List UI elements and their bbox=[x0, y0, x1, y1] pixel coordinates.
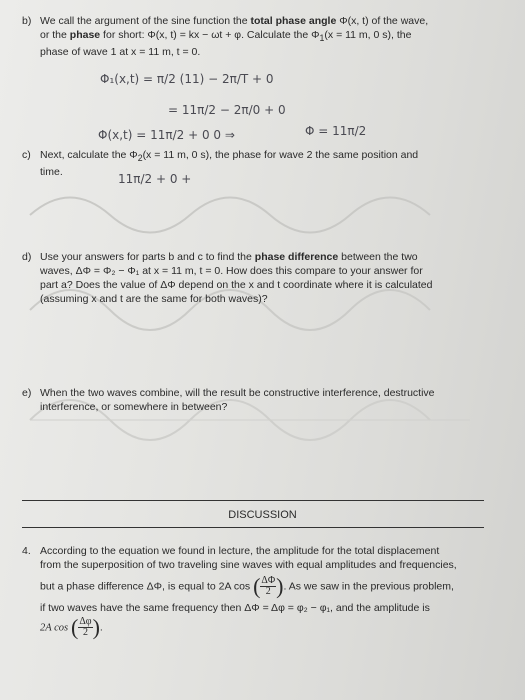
discussion-heading: DISCUSSION bbox=[228, 509, 297, 521]
question-4-text-3a: but a phase difference ΔΦ, is equal to 2A cos bbox=[40, 580, 251, 593]
handwriting-b-line3: Φ(x,t) = 11π/2 + 0 0 ⇒ bbox=[98, 128, 235, 142]
question-c-text-2: time. bbox=[40, 166, 63, 179]
term-total-phase-angle: total phase angle bbox=[250, 15, 337, 27]
paren-close: ) bbox=[276, 573, 284, 599]
fraction-dphi-den: 2 bbox=[82, 627, 88, 638]
question-c-text-1b: (x = 11 m, 0 s), the phase for wave 2 the same position and bbox=[142, 149, 419, 161]
fraction-dPhi-den: 2 bbox=[265, 586, 271, 597]
paren-open-2: ( bbox=[71, 614, 79, 640]
handwriting-b-line2: = 11π/2 − 2π/0 + 0 bbox=[168, 103, 286, 117]
question-d-label: d) bbox=[22, 251, 32, 263]
question-4-text-1: According to the equation we found in lecture, the amplitude for the total displacement bbox=[40, 545, 440, 557]
subscript-1: 1 bbox=[319, 33, 325, 44]
question-b-text-1b: Φ(x, t) of the wave, bbox=[336, 15, 429, 27]
question-d-text-2: waves, ΔΦ = Φ₂ − Φ₁ at x = 11 m, t = 0. How does this compare to your answer for bbox=[40, 265, 423, 277]
question-4-text-3b: . As we saw in the previous problem, bbox=[283, 580, 454, 593]
question-e-text-1: When the two waves combine, will the result be constructive interference, destructive bbox=[40, 387, 435, 399]
question-b-text-2c: (x = 11 m, 0 s), the bbox=[324, 29, 412, 41]
paren-close-2: ) bbox=[92, 614, 100, 640]
question-b-text-2a: or the bbox=[40, 29, 70, 41]
question-4-text-2: from the superposition of two traveling sine waves with equal amplitudes and frequencies, bbox=[40, 559, 457, 571]
handwriting-b-line1: Φ₁(x,t) = π/2 (11) − 2π/T + 0 bbox=[100, 72, 274, 86]
question-d-text-1b: between the two bbox=[338, 251, 418, 263]
question-b-label: b) bbox=[22, 15, 32, 27]
question-4-label: 4. bbox=[22, 545, 31, 557]
question-b-text-2b: for short: Φ(x, t) = kx − ωt + φ. Calculate the Φ bbox=[100, 29, 320, 41]
question-e-label: e) bbox=[22, 387, 32, 399]
question-e-text-2: interference, or somewhere in between? bbox=[40, 401, 228, 413]
fraction-dPhi-num: ΔΦ bbox=[261, 575, 276, 586]
fraction-dphi bbox=[78, 617, 92, 638]
question-4-text-5a: 2A cos bbox=[40, 622, 69, 634]
term-phase-difference: phase difference bbox=[254, 251, 339, 263]
handwriting-b-answer: Φ = 11π/2 bbox=[305, 124, 367, 138]
question-d bbox=[22, 250, 502, 306]
question-d-text-1a: Use your answers for parts b and c to find the bbox=[40, 251, 255, 263]
question-c-text-1a: Next, calculate the Φ bbox=[40, 149, 138, 161]
question-b-text-3: phase of wave 1 at x = 11 m, t = 0. bbox=[40, 46, 201, 59]
question-b-text-1a: We call the argument of the sine function the bbox=[40, 15, 251, 27]
rule-top bbox=[22, 500, 484, 501]
question-c bbox=[22, 148, 502, 179]
rule-bottom bbox=[22, 527, 484, 528]
question-4-text-5b: . bbox=[99, 621, 103, 634]
handwriting-c: 11π/2 + 0 + bbox=[118, 172, 192, 186]
subscript-2: 2 bbox=[137, 153, 143, 164]
question-d-text-4: (assuming x and t are the same for both waves)? bbox=[40, 293, 268, 305]
question-e bbox=[22, 386, 502, 414]
fraction-dphi-num: Δφ bbox=[79, 616, 92, 627]
question-4-text-4: if two waves have the same frequency then ΔΦ = Δφ = φ₂ − φ₁, and the amplitude is bbox=[40, 602, 430, 614]
fraction-dPhi bbox=[260, 576, 276, 597]
question-c-label: c) bbox=[22, 149, 31, 161]
question-d-text-3: part a? Does the value of ΔΦ depend on the x and t coordinate where it is calculated bbox=[40, 279, 433, 291]
term-phase: phase bbox=[69, 29, 101, 41]
question-b bbox=[22, 14, 502, 59]
question-4 bbox=[22, 544, 502, 638]
paren-open: ( bbox=[253, 573, 261, 599]
